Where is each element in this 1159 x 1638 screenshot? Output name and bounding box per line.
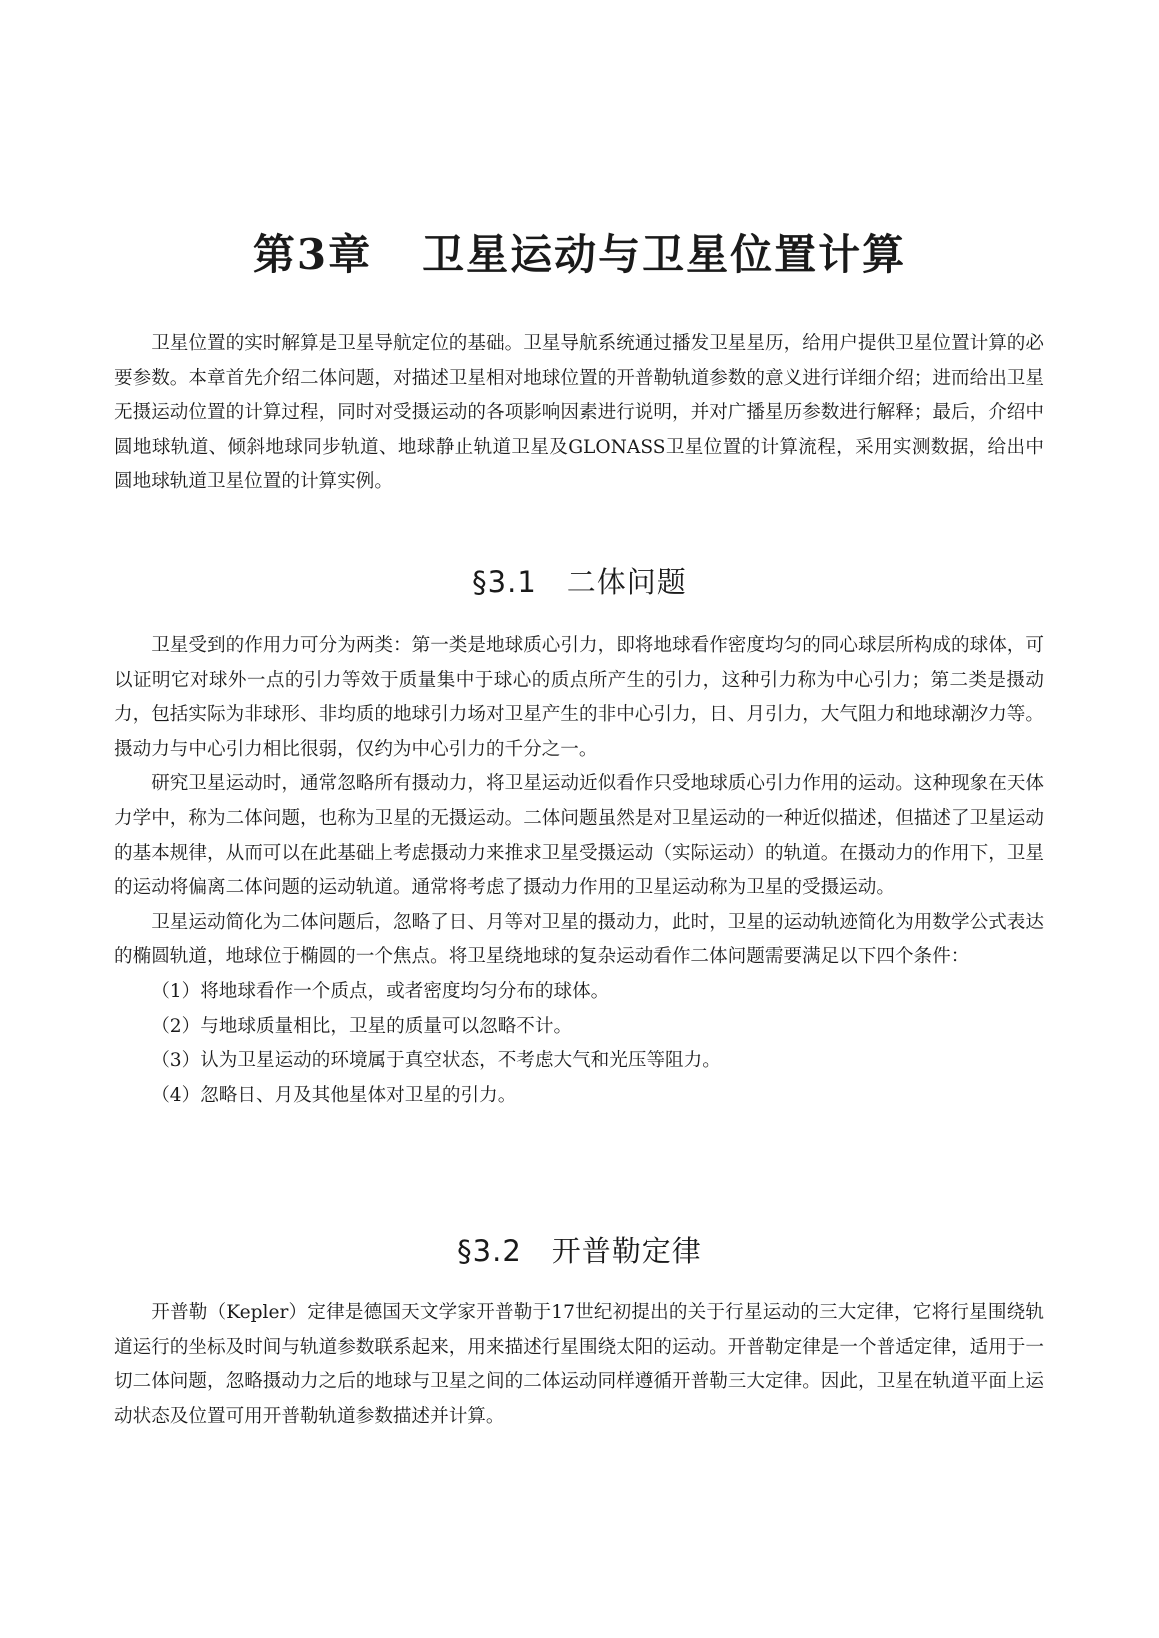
- condition-item: （2）与地球质量相比，卫星的质量可以忽略不计。: [151, 1015, 573, 1037]
- section-name: 开普勒定律: [551, 1234, 702, 1268]
- chapter-title: [0, 222, 1159, 282]
- section-3-1-body: [114, 629, 1044, 1113]
- body-paragraph: 卫星受到的作用力可分为两类：第一类是地球质心引力，即将地球看作密度均匀的同心球层所构成的球体，可以证明它对球外一点的引力等效于质量集中于球心的质点所产生的引力，这种引力称为中心引力；第二类是摄动力，包括实际为非球形、非均质的地球引力场对卫星产生的非中心引力，日、月引力，大气阻力和地球潮汐力等。摄动力与中心引力相比很弱，仅约为中心引力的千分之一。: [114, 635, 1044, 760]
- condition-item: （4）忽略日、月及其他星体对卫星的引力。: [151, 1084, 517, 1106]
- section-name: 二体问题: [566, 565, 687, 599]
- section-3-2-body: [114, 1296, 1044, 1434]
- section-number: §3.1: [472, 565, 537, 599]
- body-paragraph: 研究卫星运动时，通常忽略所有摄动力，将卫星运动近似看作只受地球质心引力作用的运动。这种现象在天体力学中，称为二体问题，也称为卫星的无摄运动。二体问题虽然是对卫星运动的一种近似描述，但描述了卫星运动的基本规律，从而可以在此基础上考虑摄动力来推求卫星受摄运动（实际运动）的轨道。在摄动力的作用下，卫星的运动将偏离二体问题的运动轨道。通常将考虑了摄动力作用的卫星运动称为卫星的受摄运动。: [114, 773, 1044, 899]
- section-number: §3.2: [457, 1234, 522, 1268]
- body-paragraph: 开普勒（Kepler）定律是德国天文学家开普勒于17世纪初提出的关于行星运动的三大定律，它将行星围绕轨道运行的坐标及时间与轨道参数联系起来，用来描述行星围绕太阳的运动。开普勒定律是一个普适定律，适用于一切二体问题，忽略摄动力之后的地球与卫星之间的二体运动同样遵循开普勒三大定律。因此，卫星在轨道平面上运动状态及位置可用开普勒轨道参数描述并计算。: [114, 1302, 1044, 1427]
- section-heading-3-1: [0, 560, 1159, 601]
- section-heading-3-2: [0, 1229, 1159, 1270]
- chapter-intro: [114, 327, 1044, 500]
- chapter-name: 卫星运动与卫星位置计算: [422, 230, 907, 279]
- chapter-number: 第3章: [252, 230, 373, 279]
- intro-paragraph: 卫星位置的实时解算是卫星导航定位的基础。卫星导航系统通过播发卫星星历，给用户提供卫星位置计算的必要参数。本章首先介绍二体问题，对描述卫星相对地球位置的开普勒轨道参数的意义进行详细介绍；进而给出卫星无摄运动位置的计算过程，同时对受摄运动的各项影响因素进行说明，并对广播星历参数进行解释；最后，介绍中圆地球轨道、倾斜地球同步轨道、地球静止轨道卫星及GLONASS卫星位置的计算流程，采用实测数据，给出中圆地球轨道卫星位置的计算实例。: [114, 333, 1044, 493]
- condition-item: （3）认为卫星运动的环境属于真空状态，不考虑大气和光压等阻力。: [151, 1050, 721, 1072]
- body-paragraph: 卫星运动简化为二体问题后，忽略了日、月等对卫星的摄动力，此时，卫星的运动轨迹简化为用数学公式表达的椭圆轨道，地球位于椭圆的一个焦点。将卫星绕地球的复杂运动看作二体问题需要满足以下四个条件：: [114, 911, 1044, 968]
- condition-item: （1）将地球看作一个质点，或者密度均匀分布的球体。: [151, 980, 610, 1002]
